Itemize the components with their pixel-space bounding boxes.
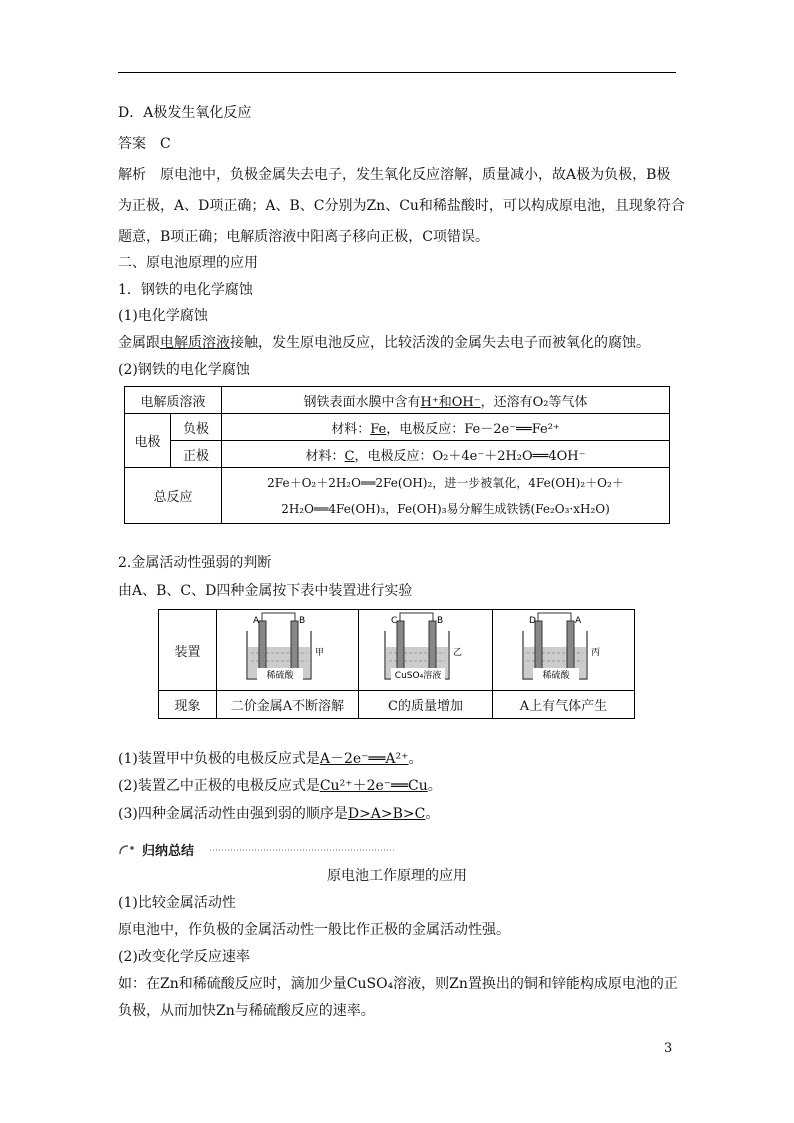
electrode-label: B	[436, 616, 443, 626]
page-number: 3	[664, 1041, 673, 1056]
t1-electrolyte-label: 电解质溶液	[125, 387, 222, 414]
t2-phenomenon-2: C的质量增加	[359, 691, 493, 719]
subheading-2: 2.金属活动性强弱的判断	[118, 555, 272, 571]
analysis-line-3: 题意，B项正确；电解质溶液中阳离子移向正极，C项错误。	[118, 229, 489, 245]
apparatus-mark: 乙	[452, 648, 462, 658]
summary-point-1-body: 原电池中，作负极的金属活动性一般比作正极的金属活动性强。	[118, 922, 510, 938]
t2-phenomenon-label: 现象	[159, 691, 217, 719]
apparatus-yi	[359, 610, 493, 691]
summary-point-1: (1)比较金属活动性	[118, 895, 236, 911]
t1-electrolyte-cell	[222, 387, 670, 414]
t1-neg-label: 负极	[171, 414, 222, 441]
t1-total-line-2: 2H₂O══4Fe(OH)₃，Fe(OH)₃易分解生成铁锈(Fe₂O₃·xH₂O)	[281, 501, 610, 516]
apparatus-jia	[217, 610, 359, 691]
corrosion-table	[124, 386, 670, 524]
t1-pos-cell	[222, 441, 670, 468]
t1-neg-mat: Fe	[370, 421, 387, 437]
question-2	[118, 776, 442, 796]
option-d: D．A极发生氧化反应	[118, 105, 252, 121]
t2-phenomenon-1: 二价金属A不断溶解	[217, 691, 359, 719]
t2-phenomenon-3: A上有气体产生	[493, 691, 635, 719]
definition-underline: 电解质溶液	[160, 335, 230, 351]
q1-answer: A－2e⁻══A²⁺	[319, 751, 409, 767]
q1-period: 。	[408, 751, 423, 767]
t1-neg-post: ，电极反应：Fe－2e⁻══Fe²⁺	[386, 421, 560, 437]
point-1: (1)电化学腐蚀	[118, 308, 208, 324]
definition-pre: 金属跟	[118, 335, 160, 351]
point-2: (2)钢铁的电化学腐蚀	[118, 362, 250, 378]
electrode-label: C	[390, 616, 397, 626]
definition-line	[118, 333, 650, 353]
apparatus-mark: 丙	[590, 648, 600, 658]
beaker-diagram-jia	[233, 611, 343, 685]
experiment-table	[158, 609, 635, 719]
summary-point-2-body-1: 如：在Zn和稀硫酸反应时，滴加少量CuSO₄溶液，则Zn置换出的铜和锌能构成原电池的正	[118, 976, 678, 992]
summary-point-2-body-2: 负极，从而加快Zn与稀硫酸反应的速率。	[118, 1003, 375, 1019]
t2-device-label: 装置	[159, 610, 217, 691]
t1-r1-ul: H⁺和OH⁻	[420, 394, 481, 410]
question-3	[118, 804, 439, 824]
answer-line: 答案 C	[118, 136, 171, 152]
summary-point-2: (2)改变化学反应速率	[118, 949, 250, 965]
electrode-label: A	[252, 616, 259, 626]
t1-pos-label: 正极	[171, 441, 222, 468]
t1-pos-post: ，电极反应：O₂＋4e⁻＋2H₂O══4OH⁻	[354, 448, 586, 464]
solution-label: 稀硫酸	[265, 671, 294, 681]
summary-badge-text: 归纳总结	[142, 844, 195, 859]
solution-label: CuSO₄溶液	[394, 671, 441, 681]
t1-r1-pre: 钢铁表面水膜中含有	[303, 394, 421, 410]
q1-prefix: (1)装置甲中负极的电极反应式是	[118, 751, 320, 767]
t1-pos-pre: 材料：	[305, 448, 345, 464]
t1-pos-mat: C	[344, 448, 355, 464]
electrode-label: D	[528, 616, 536, 626]
solution-label: 稀硫酸	[541, 671, 570, 681]
t1-total-line-1: 2Fe＋O₂＋2H₂O══2Fe(OH)₂，进一步被氧化，4Fe(OH)₂＋O₂＋	[267, 475, 624, 490]
q2-period: 。	[427, 778, 442, 794]
electrode-label: A	[574, 616, 581, 626]
beaker-diagram-yi	[371, 611, 481, 685]
q3-prefix: (3)四种金属活动性由强到弱的顺序是	[118, 806, 348, 822]
intro-line: 由A、B、C、D四种金属按下表中装置进行实验	[118, 583, 413, 599]
t1-neg-pre: 材料：	[331, 421, 371, 437]
q3-answer: D>A>B>C	[347, 806, 426, 822]
summary-header	[118, 840, 398, 860]
header-rule	[118, 72, 676, 73]
section-heading: 二、原电池原理的应用	[118, 255, 258, 271]
analysis-line-2: 为正极，A、D项正确；A、B、C分别为Zn、Cu和稀盐酸时，可以构成原电池，且现象符合	[118, 198, 685, 214]
t1-total-cell	[222, 468, 670, 524]
t1-neg-cell	[222, 414, 670, 441]
q2-answer: Cu²⁺＋2e⁻══Cu	[319, 778, 428, 794]
electrode-label: B	[298, 616, 305, 626]
question-1	[118, 749, 423, 769]
definition-post: 接触，发生原电池反应，比较活泼的金属失去电子而被氧化的腐蚀。	[230, 335, 650, 351]
t1-r1-post: ，还溶有O₂等气体	[480, 394, 588, 410]
analysis-line-1: 解析 原电池中，负极金属失去电子，发生氧化反应溶解，质量减小，故A极为负极，B极	[118, 167, 671, 183]
beaker-diagram-bing	[509, 611, 619, 685]
q2-prefix: (2)装置乙中正极的电极反应式是	[118, 778, 320, 794]
summary-title: 原电池工作原理的应用	[327, 868, 467, 884]
apparatus-mark: 甲	[314, 648, 324, 658]
subheading-1: 1．钢铁的电化学腐蚀	[118, 282, 253, 298]
t1-total-label: 总反应	[125, 468, 222, 524]
q3-period: 。	[425, 806, 440, 822]
t1-electrode-label: 电极	[125, 414, 171, 468]
apparatus-bing	[493, 610, 635, 691]
